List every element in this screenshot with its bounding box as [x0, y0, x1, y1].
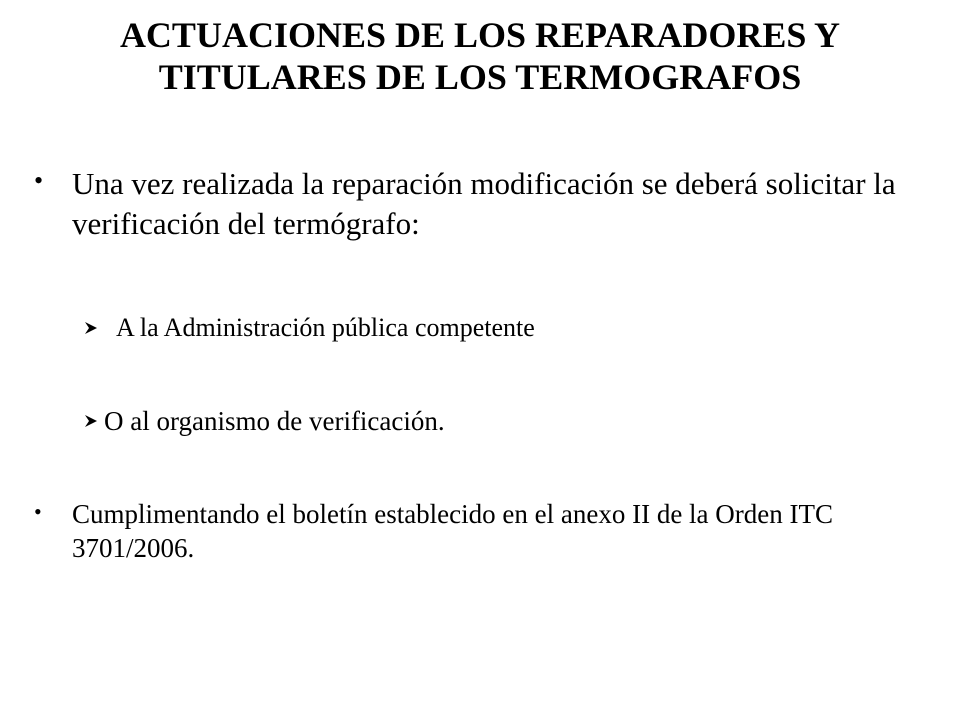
arrow-bullet-icon [84, 321, 98, 335]
bullet-dot-icon: • [34, 499, 42, 524]
bullet-text-2: Cumplimentando el boletín establecido en el anexo II de la Orden ITC 3701/2006. [72, 499, 834, 563]
slide-title-line-1: ACTUACIONES DE LOS REPARADORES Y [119, 15, 841, 55]
bullet-dot-icon: • [34, 166, 44, 195]
sub-bullet-text-2: O al organismo de verificación. [104, 406, 445, 436]
bullet-text-1: Una vez realizada la reparación modificación se deberá solicitar la verificación del termógrafo: [72, 166, 896, 241]
slide-title-line-2: TITULARES DE LOS TERMOGRAFOS [158, 57, 802, 97]
bullet-item-1 [30, 164, 920, 244]
sub-bullet-item-2 [84, 404, 445, 438]
slide-title [40, 14, 920, 98]
sub-bullet-item-1 [84, 312, 535, 344]
bullet-item-2 [30, 497, 920, 565]
sub-bullet-text-1: A la Administración pública competente [116, 313, 535, 342]
arrow-bullet-icon [84, 414, 98, 428]
